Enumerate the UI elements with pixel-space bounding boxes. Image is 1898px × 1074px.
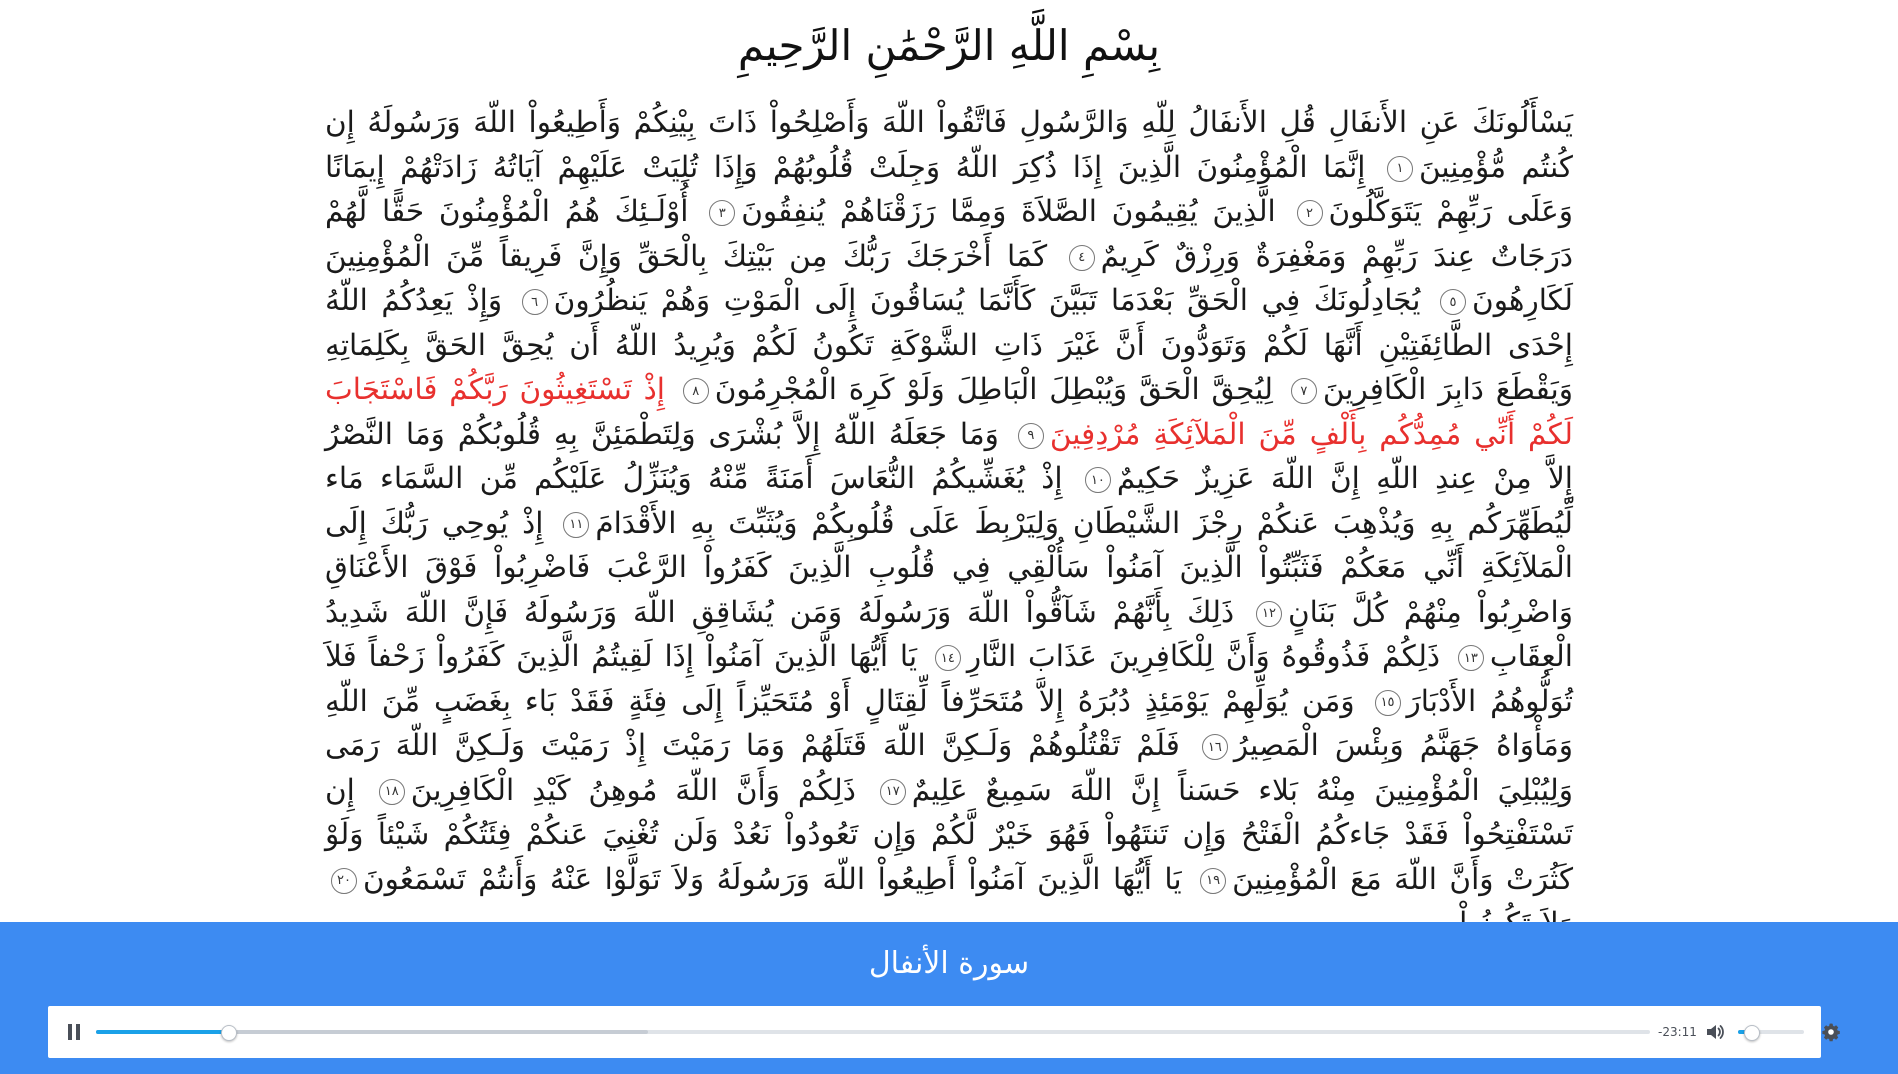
verse-number-marker: ٦ [522,289,548,315]
verse-text: يَا أَيُّهَا الَّذِينَ آمَنُواْ إِذَا لَقِيتُمُ الَّذِينَ كَفَرُواْ زَحْفاً فَلاَ تُوَلُّوهُمُ الأَدْبَارَ [325,639,1573,718]
verse-number-marker: ١١ [563,512,589,538]
audio-player [48,1006,1821,1058]
verse-number-marker: ١٩ [1200,868,1226,894]
verse-number-marker: ٩ [1018,423,1044,449]
volume-icon [1705,1022,1725,1042]
verse-number-marker: ١٦ [1202,734,1228,760]
verse[interactable] [411,773,856,807]
surah-text [325,100,1573,920]
verse-number-marker: ١٧ [880,779,906,805]
verse[interactable] [741,194,1276,228]
verse-text: لِيُحِقَّ الْحَقَّ وَيُبْطِلَ الْبَاطِلَ وَلَوْ كَرِهَ الْمُجْرِمُونَ [714,372,1274,406]
seek-bar[interactable] [96,1028,1650,1036]
verse-number-marker: ١٥ [1375,690,1401,716]
volume-slider[interactable] [1738,1028,1804,1036]
verse-number-marker: ١٠ [1085,467,1111,493]
verse-text: ذَلِكُمْ وَأَنَّ اللّهَ مُوهِنُ كَيْدِ الْكَافِرِينَ [410,772,856,807]
verse-text: كَمَا أَخْرَجَكَ رَبُّكَ مِن بَيْتِكَ بِالْحَقِّ وَإِنَّ فَرِيقاً مِّنَ الْمُؤْمِنِينَ لَكَارِهُونَ [325,238,1574,317]
audio-player-bar [0,922,1898,1074]
verse[interactable] [363,862,1182,896]
verse[interactable] [967,639,1440,673]
gear-icon [1821,1022,1841,1042]
verse-number-marker: ٨ [683,378,709,404]
verse-text: وَمَن يُوَلِّهِمْ يَوْمَئِذٍ دُبُرَهُ إِلاَّ مُتَحَرِّفاً لِّقِتَالٍ أَوْ مُتَحَيِّزاً إِلَى فِئَةٍ فَقَدْ بَاء بِغَضَبٍ مِّنَ اللّهِ وَمَأْوَاهُ جَهَنَّمُ وَبِئْسَ الْمَصِيرُ [325,683,1574,762]
verse-text: ذَلِكَ بِأَنَّهُمْ شَآقُّواْ اللّهَ وَرَسُولَهُ وَمَن يُشَاقِقِ اللّهَ وَرَسُولَهُ فَإِنَّ اللّهَ شَدِيدُ الْعِقَابِ [325,594,1573,673]
played-range [96,1030,228,1034]
verse-number-marker: ٢ [1297,200,1323,226]
surah-title: سورة الأنفال [868,946,1030,981]
verse-number-marker: ٢٠ [331,868,357,894]
volume-thumb[interactable] [1744,1025,1760,1041]
verse-number-marker: ١٢ [1256,601,1282,627]
verse-number-marker: ٥ [1440,289,1466,315]
verse-number-marker: ٣ [709,200,735,226]
verse-text: يَسْأَلُونَكَ عَنِ الأَنفَالِ قُلِ الأَنفَالُ لِلّهِ وَالرَّسُولِ فَاتَّقُواْ اللّهَ وَأَصْلِحُواْ ذَاتَ بِيْنِكُمْ وَأَطِيعُواْ اللّهَ وَرَسُولَهُ إِن كُنتُم مُّؤْمِنِينَ [325,105,1573,184]
verse-text: إِن تَسْتَفْتِحُواْ فَقَدْ جَاءكُمُ الْفَتْحُ وَإِن تَنتَهُواْ فَهُوَ خَيْرٌ لَّكُمْ وَإِن تَعُودُواْ نَعُدْ وَلَن تُغْنِيَ عَنكُمْ فِئَتُكُمْ شَيْئاً وَلَوْ كَثُرَتْ وَأَنَّ اللّهَ مَعَ الْمُؤْمِنِينَ [325,772,1573,896]
verse-text: يَا أَيُّهَا الَّذِينَ آمَنُواْ أَطِيعُواْ اللّهَ وَرَسُولَهُ وَلاَ تَوَلَّوْا عَنْهُ وَأَنتُمْ تَسْمَعُونَ [363,861,1182,896]
verse[interactable] [554,283,1421,317]
volume-button[interactable] [1705,1022,1725,1042]
verse-text: يُجَادِلُونَكَ فِي الْحَقِّ بَعْدَمَا تَبَيَّنَ كَأَنَّمَا يُسَاقُونَ إِلَى الْمَوْتِ وَهُمْ يَنظُرُونَ [553,283,1421,317]
settings-button[interactable] [1821,1022,1841,1042]
seek-thumb[interactable] [221,1025,237,1041]
verse-text: الَّذِينَ يُقِيمُونَ الصَّلاَةَ وَمِمَّا رَزَقْنَاهُمْ يُنفِقُونَ [741,194,1276,228]
bismillah-text: بِسْمِ اللَّهِ الرَّحْمَٰنِ الرَّحِيمِ [737,20,1161,70]
pause-icon [68,1024,72,1040]
verse-text: إِنَّمَا الْمُؤْمِنُونَ الَّذِينَ إِذَا ذُكِرَ اللّهُ وَجِلَتْ قُلُوبُهُمْ وَإِذَا تُلِيَتْ عَلَيْهِمْ آيَاتُهُ زَادَتْهُمْ إِيمَانًا وَعَلَى رَبِّهِمْ يَتَوَكَّلُونَ [325,149,1573,228]
verse-number-marker: ٧ [1291,378,1317,404]
verse[interactable] [715,372,1273,406]
verse-text: إِذْ يُغَشِّيكُمُ النُّعَاسَ أَمَنَةً مِّنْهُ وَيُنَزِّلُ عَلَيْكُم مِّن السَّمَاء مَاء لِّيُطَهِّرَكُم بِهِ وَيُذْهِبَ عَنكُمْ رِجْزَ الشَّيْطَانِ وَلِيَرْبِطَ عَلَى قُلُوبِكُمْ وَيُثَبِّتَ بِهِ الأَقْدَامَ [325,461,1573,540]
verse-text: أُوْلَـئِكَ هُمُ الْمُؤْمِنُونَ حَقًّا لَّهُمْ دَرَجَاتٌ عِندَ رَبِّهِمْ وَمَغْفِرَةٌ وَرِزْقٌ كَرِيمٌ [325,194,1573,273]
verse-text: وَإِذْ يَعِدُكُمُ اللّهُ إِحْدَى الطَّائِفَتِيْنِ أَنَّهَا لَكُمْ وَتَوَدُّونَ أَنَّ غَيْرَ ذَاتِ الشَّوْكَةِ تَكُونُ لَكُمْ وَيُرِيدُ اللّهُ أَن يُحِقَّ الحَقَّ بِكَلِمَاتِهِ وَيَقْطَعَ دَابِرَ الْكَافِرِينَ [325,283,1573,406]
verse-text: إِذْ تَسْتَغِيثُونَ رَبَّكُمْ فَاسْتَجَابَ لَكُمْ أَنِّي مُمِدُّكُم بِأَلْفٍ مِّنَ الْمَلآئِكَةِ مُرْدِفِينَ [325,372,1573,451]
verse-number-marker: ١ [1387,156,1413,182]
verse-text: وَمَا جَعَلَهُ اللّهُ إِلاَّ بُشْرَى وَلِتَطْمَئِنَّ بِهِ قُلُوبُكُمْ وَمَا النَّصْرُ إِلاَّ مِنْ عِندِ اللّهِ إِنَّ اللّهَ عَزِيزٌ حَكِيمٌ [325,416,1573,495]
verse-text: إِذْ يُوحِي رَبُّكَ إِلَى الْمَلآئِكَةِ أَنِّي مَعَكُمْ فَثَبِّتُواْ الَّذِينَ آمَنُواْ سَأُلْقِي فِي قُلُوبِ الَّذِينَ كَفَرُواْ الرَّعْبَ فَاضْرِبُواْ فَوْقَ الأَعْنَاقِ وَاضْرِبُواْ مِنْهُمْ كُلَّ بَنَانٍ [325,505,1573,629]
verse-number-marker: ٤ [1069,245,1095,271]
bismillah-header [0,10,1898,80]
verse-text: فَلَمْ تَقْتُلُوهُمْ وَلَـكِنَّ اللّهَ قَتَلَهُمْ وَمَا رَمَيْتَ إِذْ رَمَيْتَ وَلَـكِنَّ اللّهَ رَمَى وَلِيُبْلِيَ الْمُؤْمِنِينَ مِنْهُ بَلاء حَسَناً إِنَّ اللّهَ سَمِيعٌ عَلِيمٌ [325,728,1573,807]
verse-number-marker: ١٣ [1458,645,1484,671]
verse-number-marker: ١٤ [935,645,961,671]
verse-text: ذَلِكُمْ فَذُوقُوهُ وَأَنَّ لِلْكَافِرِينَ عَذَابَ النَّارِ [966,639,1441,673]
verse-number-marker: ١٨ [379,779,405,805]
time-remaining: -23:11 [1658,1025,1697,1039]
pause-button[interactable] [62,1020,86,1044]
